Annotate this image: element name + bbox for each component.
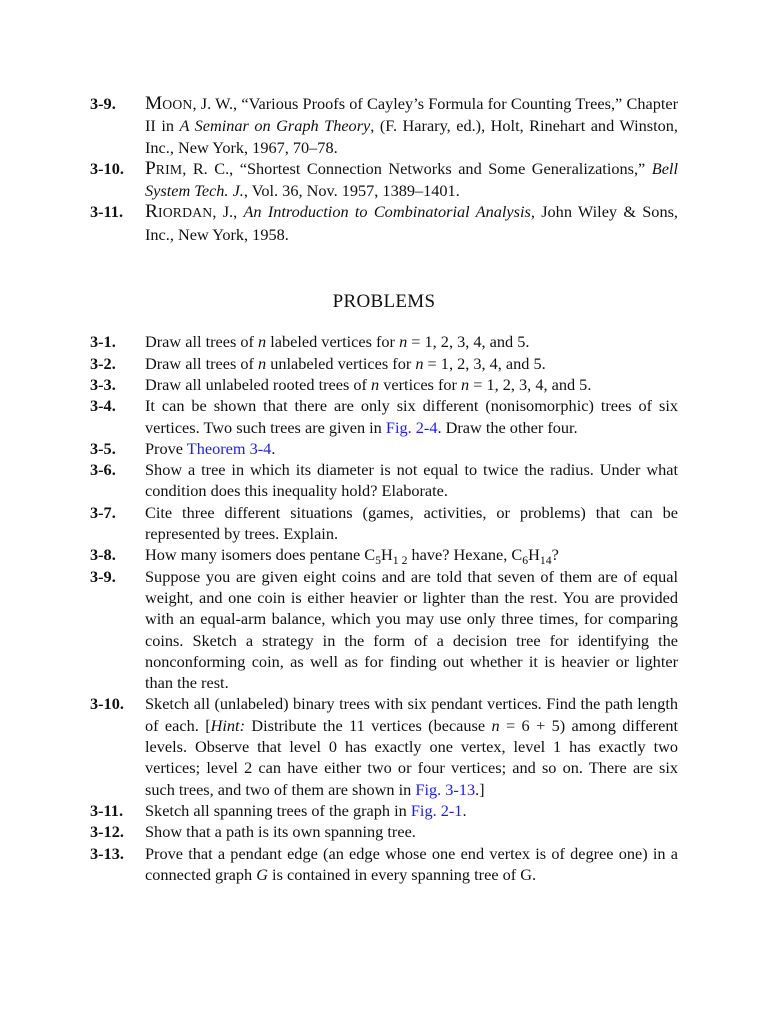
reference-number: 3-11. bbox=[90, 202, 124, 222]
problem-number: 3-9. bbox=[90, 566, 116, 586]
problem-3-6 bbox=[90, 459, 678, 502]
problem-3-11 bbox=[90, 800, 678, 821]
problem-3-9 bbox=[90, 566, 678, 694]
theorem-3-4-link[interactable]: Theorem 3-4 bbox=[186, 438, 272, 458]
problem-3-13 bbox=[90, 843, 678, 886]
problem-text: Cite three different situations (games, activities, or problems) that can be represented by trees. Explain. bbox=[145, 502, 678, 544]
problem-text: Draw all trees of n labeled vertices for n = 1, 2, 3, 4, and 5. bbox=[145, 332, 530, 352]
problem-number: 3-6. bbox=[90, 460, 116, 480]
problems-heading: PROBLEMS bbox=[332, 291, 436, 313]
problem-3-12 bbox=[90, 821, 678, 842]
problem-text: How many isomers does pentane $C_5H_{1 2}$ have? Hexane, $C_6H_{14}$? bbox=[145, 545, 559, 568]
problem-number: 3-4. bbox=[90, 396, 116, 416]
problem-number: 3-7. bbox=[90, 502, 116, 522]
problem-text: It can be shown that there are only six different (nonisomorphic) trees of six vertices. Two such trees are given in Fig. 2-4. Draw the other four. bbox=[145, 396, 678, 437]
problem-3-3 bbox=[90, 374, 678, 395]
reference-number: 3-9. bbox=[90, 94, 116, 113]
problem-number: 3-11. bbox=[90, 800, 124, 820]
reference-3-10 bbox=[90, 158, 678, 202]
reference-number: 3-10. bbox=[90, 158, 124, 178]
problem-number: 3-3. bbox=[90, 374, 116, 394]
problem-3-7 bbox=[90, 502, 678, 545]
problem-text: Sketch all (unlabeled) binary trees with six pendant vertices. Find the path length of each. [Hint: Distribute the 11 vertices (because n = 6 + 5) among different levels. Observe that level 0 has exactly one vertex, level 1 has exactly two vertices; level 2 can have either two or four vertices; and so on. There are six such trees, and two of them are shown in Fig. 3-13.] bbox=[145, 694, 678, 799]
problem-3-5 bbox=[90, 438, 678, 459]
problem-number: 3-1. bbox=[90, 332, 116, 352]
problem-text: Show a tree in which its diameter is not equal to twice the radius. Under what condition does this inequality hold? Elaborate. bbox=[145, 460, 678, 501]
problem-text: Show that a path is its own spanning tree. bbox=[145, 822, 416, 842]
problem-number: 3-5. bbox=[90, 438, 116, 458]
problem-text: Draw all trees of n unlabeled vertices for n = 1, 2, 3, 4, and 5. bbox=[145, 353, 546, 373]
problem-text: Suppose you are given eight coins and are told that seven of them are of equal weight, and one coin is either heavier or lighter than the rest. You are provided with an equal-arm balance, which you may use only three times, for comparing coins. Sketch a strategy in the form of a decision tree for identifying the nonconforming coin, as well as for finding out whether it is heavier or lighter than the rest. bbox=[145, 566, 678, 693]
problem-3-10 bbox=[90, 693, 678, 799]
reference-3-9 bbox=[90, 93, 678, 158]
problem-text: Prove that a pendant edge (an edge whose one end vertex is of degree one) in a connected graph G is contained in every spanning tree of G. bbox=[145, 843, 678, 884]
problem-number: 3-2. bbox=[90, 353, 116, 373]
reference-text: RIORDAN, J., An Introduction to Combinatorial Analysis, John Wiley & Sons, Inc., New York, 1958. bbox=[145, 201, 678, 244]
problem-number: 3-10. bbox=[90, 694, 124, 714]
problem-text: Sketch all spanning trees of the graph in Fig. 2-1. bbox=[145, 800, 467, 820]
problem-number: 3-8. bbox=[90, 545, 116, 565]
fig-2-1-link[interactable]: Fig. 2-1 bbox=[410, 800, 463, 820]
reference-text: PRIM, R. C., “Shortest Connection Networks and Some Generalizations,” Bell System Tech. J., Vol. 36, Nov. 1957, 1389–1401. bbox=[145, 157, 678, 201]
problem-number: 3-12. bbox=[90, 822, 124, 842]
reference-3-11 bbox=[90, 201, 678, 245]
problem-3-2 bbox=[90, 353, 678, 374]
problem-number: 3-13. bbox=[90, 843, 124, 863]
problem-3-4 bbox=[90, 395, 678, 438]
fig-3-13-link[interactable]: Fig. 3-13 bbox=[415, 779, 476, 799]
reference-text: MOON, J. W., “Various Proofs of Cayley’s Formula for Counting Trees,” Chapter II in A Seminar on Graph Theory, (F. Harary, ed.), Holt, Rinehart and Winston, Inc., New York, 1967, 70–78. bbox=[145, 93, 679, 157]
problem-text: Prove Theorem 3-4. bbox=[145, 438, 276, 458]
page bbox=[90, 93, 678, 885]
problem-3-8 bbox=[90, 544, 678, 568]
problem-3-1 bbox=[90, 331, 678, 352]
problem-text: Draw all unlabeled rooted trees of n vertices for n = 1, 2, 3, 4, and 5. bbox=[145, 374, 592, 394]
fig-2-4-link[interactable]: Fig. 2-4 bbox=[385, 417, 438, 437]
